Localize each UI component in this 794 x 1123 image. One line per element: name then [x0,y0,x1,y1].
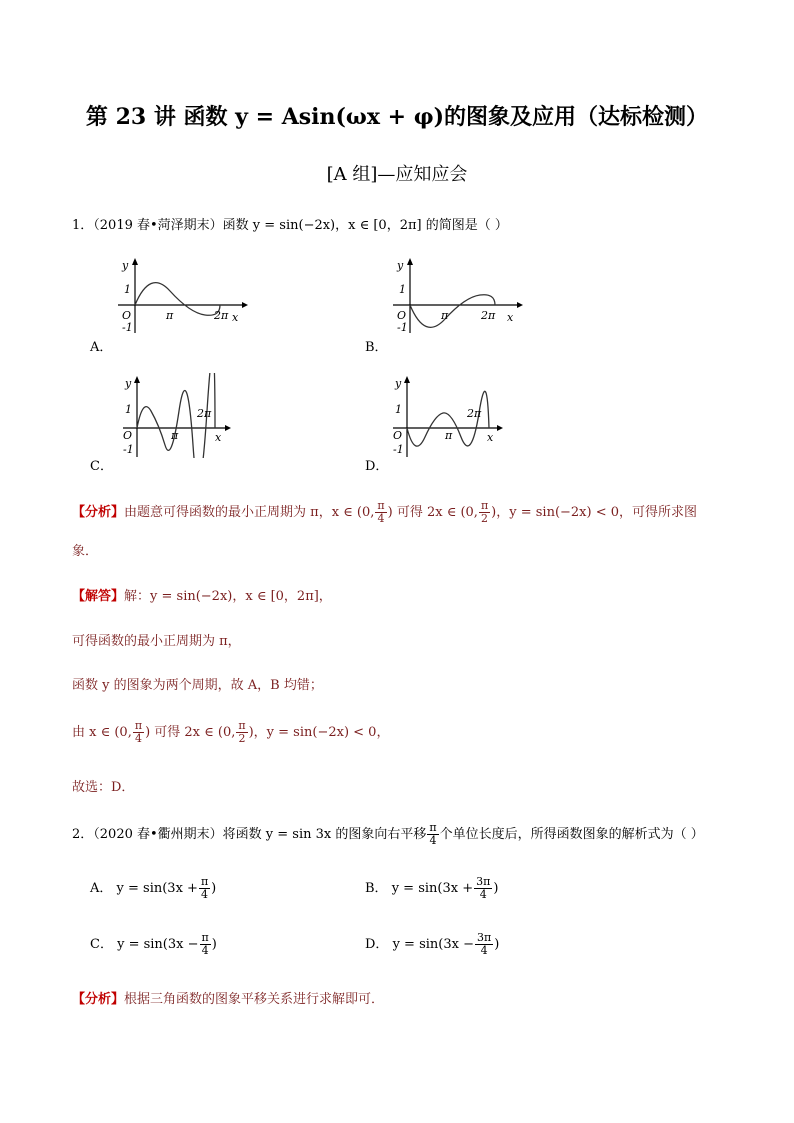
analysis-text-c: )，y = sin(−2x) < 0，可得所求图 [491,505,698,520]
q2-analysis [72,988,384,1007]
origin-label: O [122,309,132,322]
graph-a [110,255,250,335]
q2-stem-a: 2．（2020 春•衢州期末）将函数 y = sin 3x 的图象向右平移 [72,827,427,842]
analysis-tag: 【分析】 [72,992,125,1007]
axis-x-label: x [507,311,514,324]
answer-text: 解：y = sin(−2x)，x ∈ [0，2π]， [124,589,332,604]
tick-pi: π [166,309,174,322]
analysis-tag: 【分析】 [72,505,125,520]
tick-2pi: 2π [197,407,212,420]
analysis-text: 根据三角函数的图象平移关系进行求解即可． [124,992,385,1007]
axis-y-label: y [122,259,129,272]
axis-x-label: x [232,311,239,324]
q1-analysis-cont: 象． [72,544,99,559]
fraction-pi-2: $\frac{\pi}{2}$ [480,499,489,525]
answer-text-a: 由 x ∈ (0, [72,725,132,740]
q1-option-b[interactable]: B． [365,340,388,355]
fraction-pi-4: $\frac{\pi}{4}$ [377,499,385,525]
axis-x-label: x [215,431,222,444]
tick-2pi: 2π [214,309,229,322]
origin-label: O [393,429,403,442]
q2-option-d[interactable]: D． y = sin(3x − $\frac{3\pi}{4}$ ) [365,931,500,957]
q1-option-a[interactable]: A． [90,340,113,355]
analysis-text-b: ) 可得 2x ∈ (0, [387,505,478,520]
q1-answer-line-2: 可得函数的最小正周期为 π， [72,634,241,649]
q2-stem [72,822,704,847]
fraction-pi-4: $\frac{\pi}{4}$ [134,719,143,745]
graph-d [385,373,505,458]
tick-pi: π [445,429,453,442]
tick-neg1: -1 [393,443,404,456]
tick-neg1: -1 [122,321,133,334]
axis-y-label: y [125,377,132,390]
q1-option-d[interactable]: D． [365,459,389,474]
axis-x-label: x [487,431,494,444]
q2-option-c[interactable]: C． y = sin(3x − $\frac{\pi}{4}$ ) [90,931,217,957]
graph-b [385,255,525,335]
axis-y-label: y [395,377,402,390]
tick-1: 1 [124,283,131,296]
q1-answer-line-3: 函数 y 的图象为两个周期，故 A，B 均错； [72,678,323,693]
tick-neg1: -1 [123,443,134,456]
q1-stem: 1．（2019 春•菏泽期末）函数 y = sin(−2x)，x ∈ [0，2π] 的简图是（ ） [72,218,508,233]
axis-y-label: y [397,259,404,272]
graph-c [115,373,235,458]
q1-answer-line-1 [72,585,332,604]
tick-2pi: 2π [467,407,482,420]
tick-2pi: 2π [481,309,496,322]
analysis-text-a: 由题意可得函数的最小正周期为 π，x ∈ (0, [124,505,375,520]
answer-tag: 【解答】 [72,589,125,604]
tick-1: 1 [395,403,402,416]
q1-option-c[interactable]: C． [90,459,113,474]
q2-option-b[interactable]: B． y = sin(3x + $\frac{3\pi}{4}$ ) [365,875,499,901]
origin-label: O [123,429,133,442]
tick-1: 1 [125,403,132,416]
q1-analysis [72,500,697,525]
tick-pi: π [441,309,449,322]
q2-option-a[interactable]: A． y = sin(3x + $\frac{\pi}{4}$ ) [90,875,217,901]
q2-stem-b: 个单位长度后，所得函数图象的解析式为（ ） [439,827,704,842]
page-title: 第 23 讲 函数 y = Asin(ωx + φ)的图象及应用（达标检测） [85,104,709,130]
answer-text-b: ) 可得 2x ∈ (0, [145,725,236,740]
fraction-pi-2: $\frac{\pi}{2}$ [238,719,246,745]
fraction-pi-4: $\frac{\pi}{4}$ [429,821,437,847]
tick-neg1: -1 [397,321,408,334]
tick-1: 1 [399,283,406,296]
q1-answer-line-4 [72,720,389,745]
q1-answer-final: 故选：D． [72,780,135,795]
origin-label: O [397,309,407,322]
section-subtitle: [A 组]—应知应会 [326,164,468,185]
answer-text-c: )，y = sin(−2x) < 0， [248,725,390,740]
tick-pi: π [171,429,179,442]
